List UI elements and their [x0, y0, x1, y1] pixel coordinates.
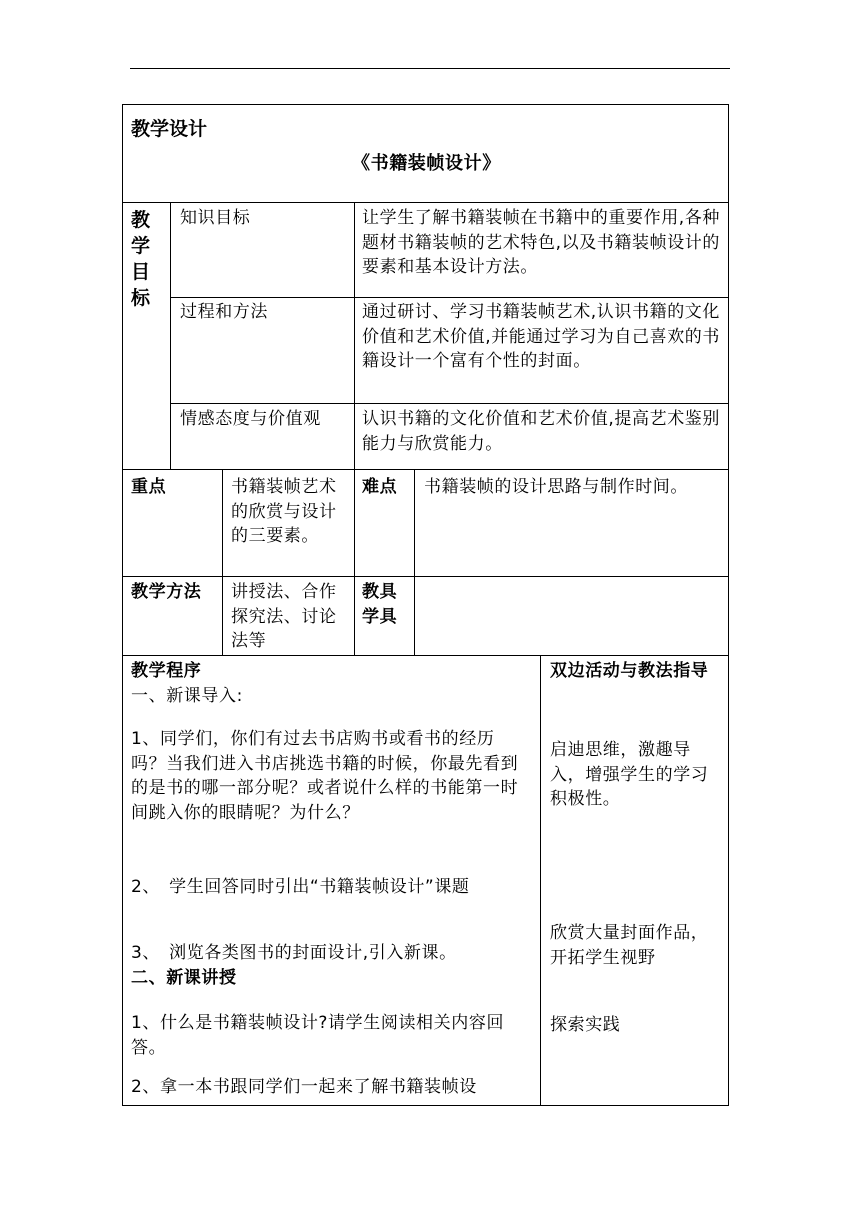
objectives-label-char: 学 [131, 235, 151, 257]
activities-label: 双边活动与教法指导 [550, 661, 709, 681]
document-label: 教学设计 [131, 118, 208, 140]
row-divider [122, 655, 729, 656]
col-divider [354, 469, 355, 655]
row-divider [122, 202, 729, 203]
objective-name: 情感态度与价值观 [180, 409, 321, 429]
aids-label: 教具学具 [362, 582, 398, 627]
section-heading: 一、新课导入: [131, 686, 243, 706]
row-divider [170, 297, 729, 298]
procedure-label: 教学程序 [131, 661, 202, 681]
activity-note: 启迪思维，激趣导入，增强学生的学习积极性。 [550, 740, 709, 809]
col-divider [222, 469, 223, 655]
key-points-value: 书籍装帧艺术的欣赏与设计的三要素。 [231, 477, 337, 546]
objectives-label-char: 目 [131, 261, 151, 283]
objective-content: 认识书籍的文化价值和艺术价值,提高艺术鉴别能力与欣赏能力。 [362, 409, 721, 454]
activity-note: 欣赏大量封面作品，开拓学生视野 [550, 923, 709, 968]
col-divider [170, 202, 171, 469]
procedure-item: 1、什么是书籍装帧设计?请学生阅读相关内容回答。 [131, 1013, 505, 1058]
difficulty-label: 难点 [362, 477, 398, 497]
procedure-item: 2、拿一本书跟同学们一起来了解书籍装帧设 [131, 1077, 477, 1097]
section-heading: 二、新课讲授 [131, 968, 237, 988]
key-points-label: 重点 [131, 477, 167, 497]
difficulty-value: 书籍装帧的设计思路与制作时间。 [424, 477, 688, 497]
header-rule [130, 68, 730, 69]
methods-label: 教学方法 [131, 582, 202, 602]
objective-name: 知识目标 [180, 208, 251, 228]
objectives-label-char: 标 [131, 287, 151, 309]
procedure-item: 1、同学们，你们有过去书店购书或看书的经历吗？当我们进入书店挑选书籍的时候，你最先看到的是书的哪一部分呢？或者说什么样的书能第一时间跳入你的眼睛呢？为什么？ [131, 729, 519, 823]
procedure-item: 3、 浏览各类图书的封面设计,引入新课。 [131, 943, 457, 963]
col-divider [540, 655, 541, 1106]
col-divider [354, 202, 355, 469]
col-divider [414, 469, 415, 655]
row-divider [122, 576, 729, 577]
activity-note: 探索实践 [550, 1015, 621, 1035]
procedure-item: 2、 学生回答同时引出“书籍装帧设计”课题 [131, 877, 470, 897]
objective-content: 让学生了解书籍装帧在书籍中的重要作用,各种题材书籍装帧的艺术特色,以及书籍装帧设计的要素和基本设计方法。 [362, 208, 721, 277]
objective-name: 过程和方法 [180, 302, 268, 322]
lesson-title: 《书籍装帧设计》 [352, 153, 501, 174]
objectives-label-char: 教 [131, 209, 151, 231]
row-divider [122, 469, 729, 470]
methods-value: 讲授法、合作探究法、讨论法等 [231, 582, 337, 651]
objective-content: 通过研讨、学习书籍装帧艺术,认识书籍的文化价值和艺术价值,并能通过学习为自己喜欢的书籍设计一个富有个性的封面。 [362, 302, 721, 371]
row-divider [170, 403, 729, 404]
